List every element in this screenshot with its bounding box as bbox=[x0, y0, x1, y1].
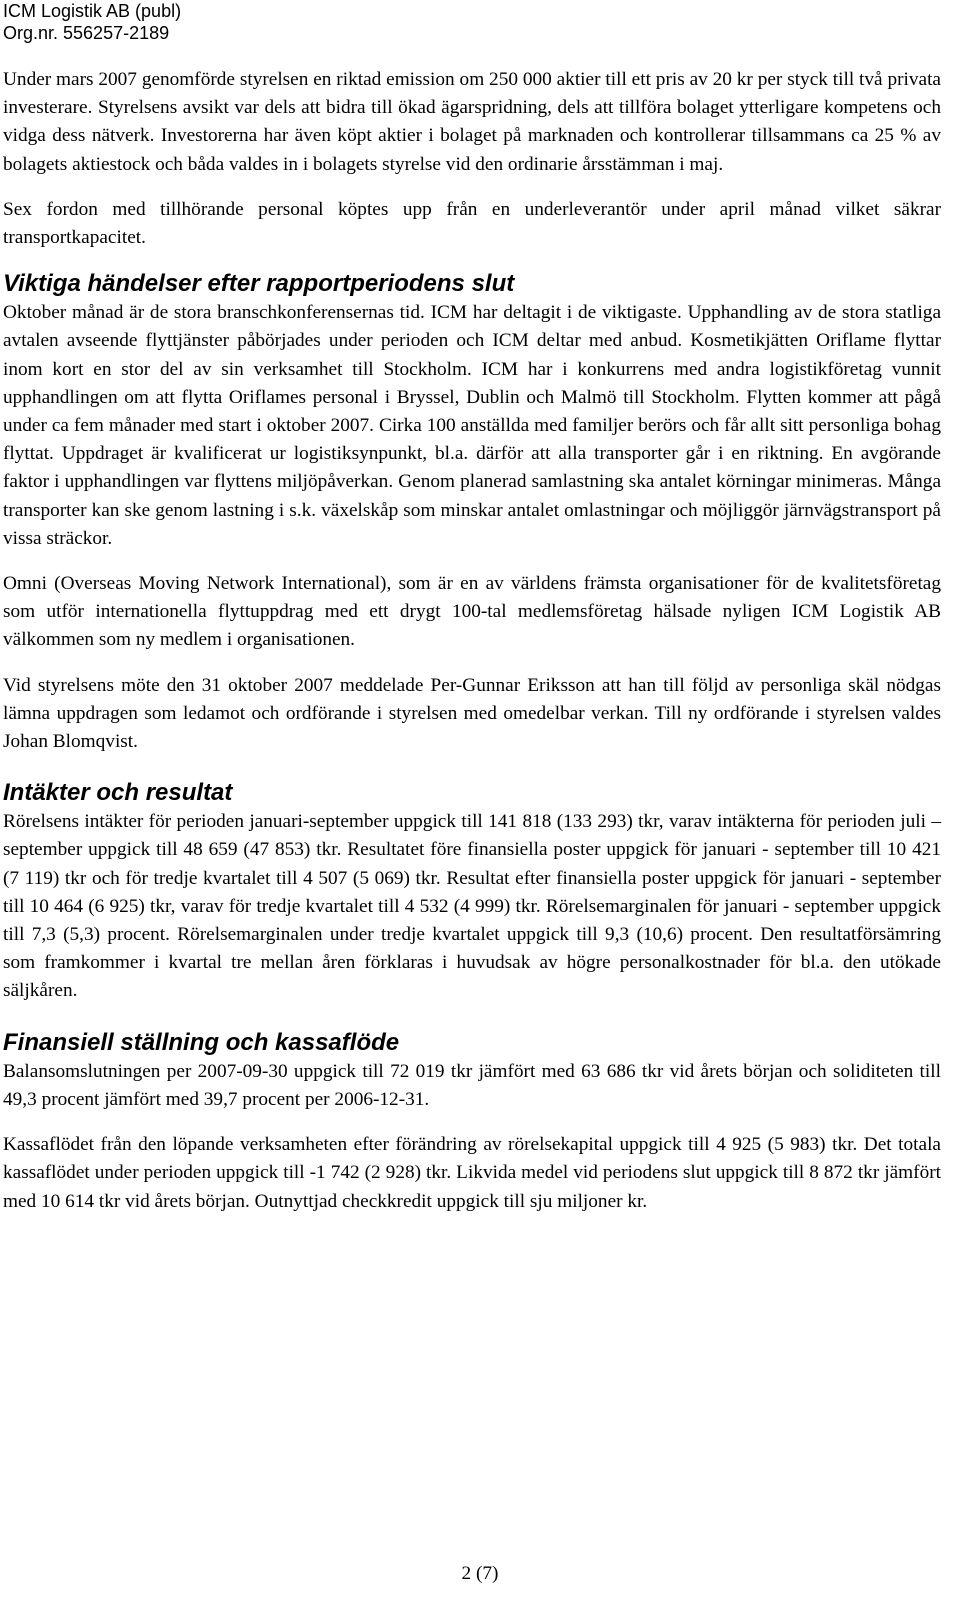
heading-events-after: Viktiga händelser efter rapportperiodens slut bbox=[3, 270, 515, 298]
heading-finance: Finansiell ställning och kassaflöde bbox=[3, 1028, 400, 1056]
paragraph-emission: Under mars 2007 genomförde styrelsen en riktad emission om 250 000 aktier till ett pris av 20 kr per styck till två privata investerare. Styrelsens avsikt var dels att bidra till ökad ägarspridning, dels att tillföra bolaget ytterligare kompetens och vidga dess nätverk. Investorerna har även köpt aktier i bolaget på marknaden och kontrollerar tillsammans ca 25 % av bolagets aktiestock och båda valdes in i bolagets styrelse vid den ordinarie årsstämman i maj. bbox=[3, 69, 941, 175]
page-number: 2 (7) bbox=[461, 1563, 499, 1584]
org-number: Org.nr. 556257-2189 bbox=[3, 23, 170, 43]
page-header bbox=[3, 0, 181, 44]
paragraph-events-board: Vid styrelsens möte den 31 oktober 2007 meddelade Per-Gunnar Eriksson att han till följd av personliga skäl nödgas lämna uppdragen som ledamot och ordförande i styrelsen med omedelbar verkan. Till ny ordförande i styrelsen valdes Johan Blomqvist. bbox=[3, 674, 941, 753]
paragraph-events-omni: Omni (Overseas Moving Network International), som är en av världens främsta organisationer för de kvalitetsföretag som utför internationella flyttuppdrag med ett drygt 100-tal medlemsföretag hälsade nyligen ICM Logistik AB välkommen som ny medlem i organisationen. bbox=[3, 573, 941, 651]
paragraph-income: Rörelsens intäkter för perioden januari-september uppgick till 141 818 (133 293) tkr, varav intäkterna för perioden juli – september uppgick till 48 659 (47 853) tkr. Resultatet före finansiella poster uppgick för januari - september till 10 421 (7 119) tkr och för tredje kvartalet till 4 507 (5 069) tkr. Resultat efter finansiella poster uppgick för januari - september till 10 464 (6 925) tkr, varav för tredje kvartalet till 4 532 (4 999) tkr. Rörelsemarginalen för januari - september uppgick till 7,3 (5,3) procent. Rörelsemarginalen under tredje kvartalet uppgick till 9,3 (10,6) procent. Den resultatförsämring som framkommer i kvartal tre mellan åren förklaras i huvudsak av högre personalkostnader för bl.a. den utökade säljkåren. bbox=[3, 811, 941, 1002]
paragraph-events-oriflame: Oktober månad är de stora branschkonferensernas tid. ICM har deltagit i de viktigaste. Upphandling av de stora statliga avtalen avseende flyttjänster påbörjades under perioden och ICM deltar med anbud. Kosmetikjätten Oriflame flyttar inom kort en stor del av sin verksamhet till Stockholm. ICM har i konkurrens med andra logistikföretag vunnit upphandlingen om att flytta Oriflames personal i Bryssel, Dublin och Malmö till Stockholm. Flytten kommer att pågå under ca fem månader med start i oktober 2007. Cirka 100 anställda med familjer berörs och får allt sitt personliga bohag flyttat. Uppdraget är kvalificerat ur logistiksynpunkt, bl.a. därför att alla transporter går i en riktning. En avgörande faktor i upphandlingen var flyttens miljöpåverkan. Genom planerad samlastning ska antalet körningar minimeras. Många transporter kan ske genom lastning i s.k. växelskåp som minskar antalet omlastningar och möjliggör järnvägstransport på vissa sträckor. bbox=[3, 302, 941, 549]
paragraph-fordon: Sex fordon med tillhörande personal köptes upp från en underleverantör under april månad vilket säkrar transportkapacitet. bbox=[3, 198, 941, 249]
heading-income: Intäkter och resultat bbox=[3, 779, 233, 807]
document-body bbox=[3, 66, 941, 1233]
paragraph-finance-balance: Balansomslutningen per 2007-09-30 uppgick till 72 019 tkr jämfört med 63 686 tkr vid årets början och soliditeten till 49,3 procent jämfört med 39,7 procent per 2006-12-31. bbox=[3, 1060, 941, 1110]
company-name: ICM Logistik AB (publ) bbox=[3, 1, 182, 21]
paragraph-finance-cashflow: Kassaflödet från den löpande verksamheten efter förändring av rörelsekapital uppgick till 4 925 (5 983) tkr. Det totala kassaflödet under perioden uppgick till -1 742 (2 928) tkr. Likvida medel vid periodens slut uppgick till 8 872 tkr jämfört med 10 614 tkr vid årets början. Outnyttjad checkkredit uppgick till sju miljoner kr. bbox=[3, 1134, 941, 1212]
